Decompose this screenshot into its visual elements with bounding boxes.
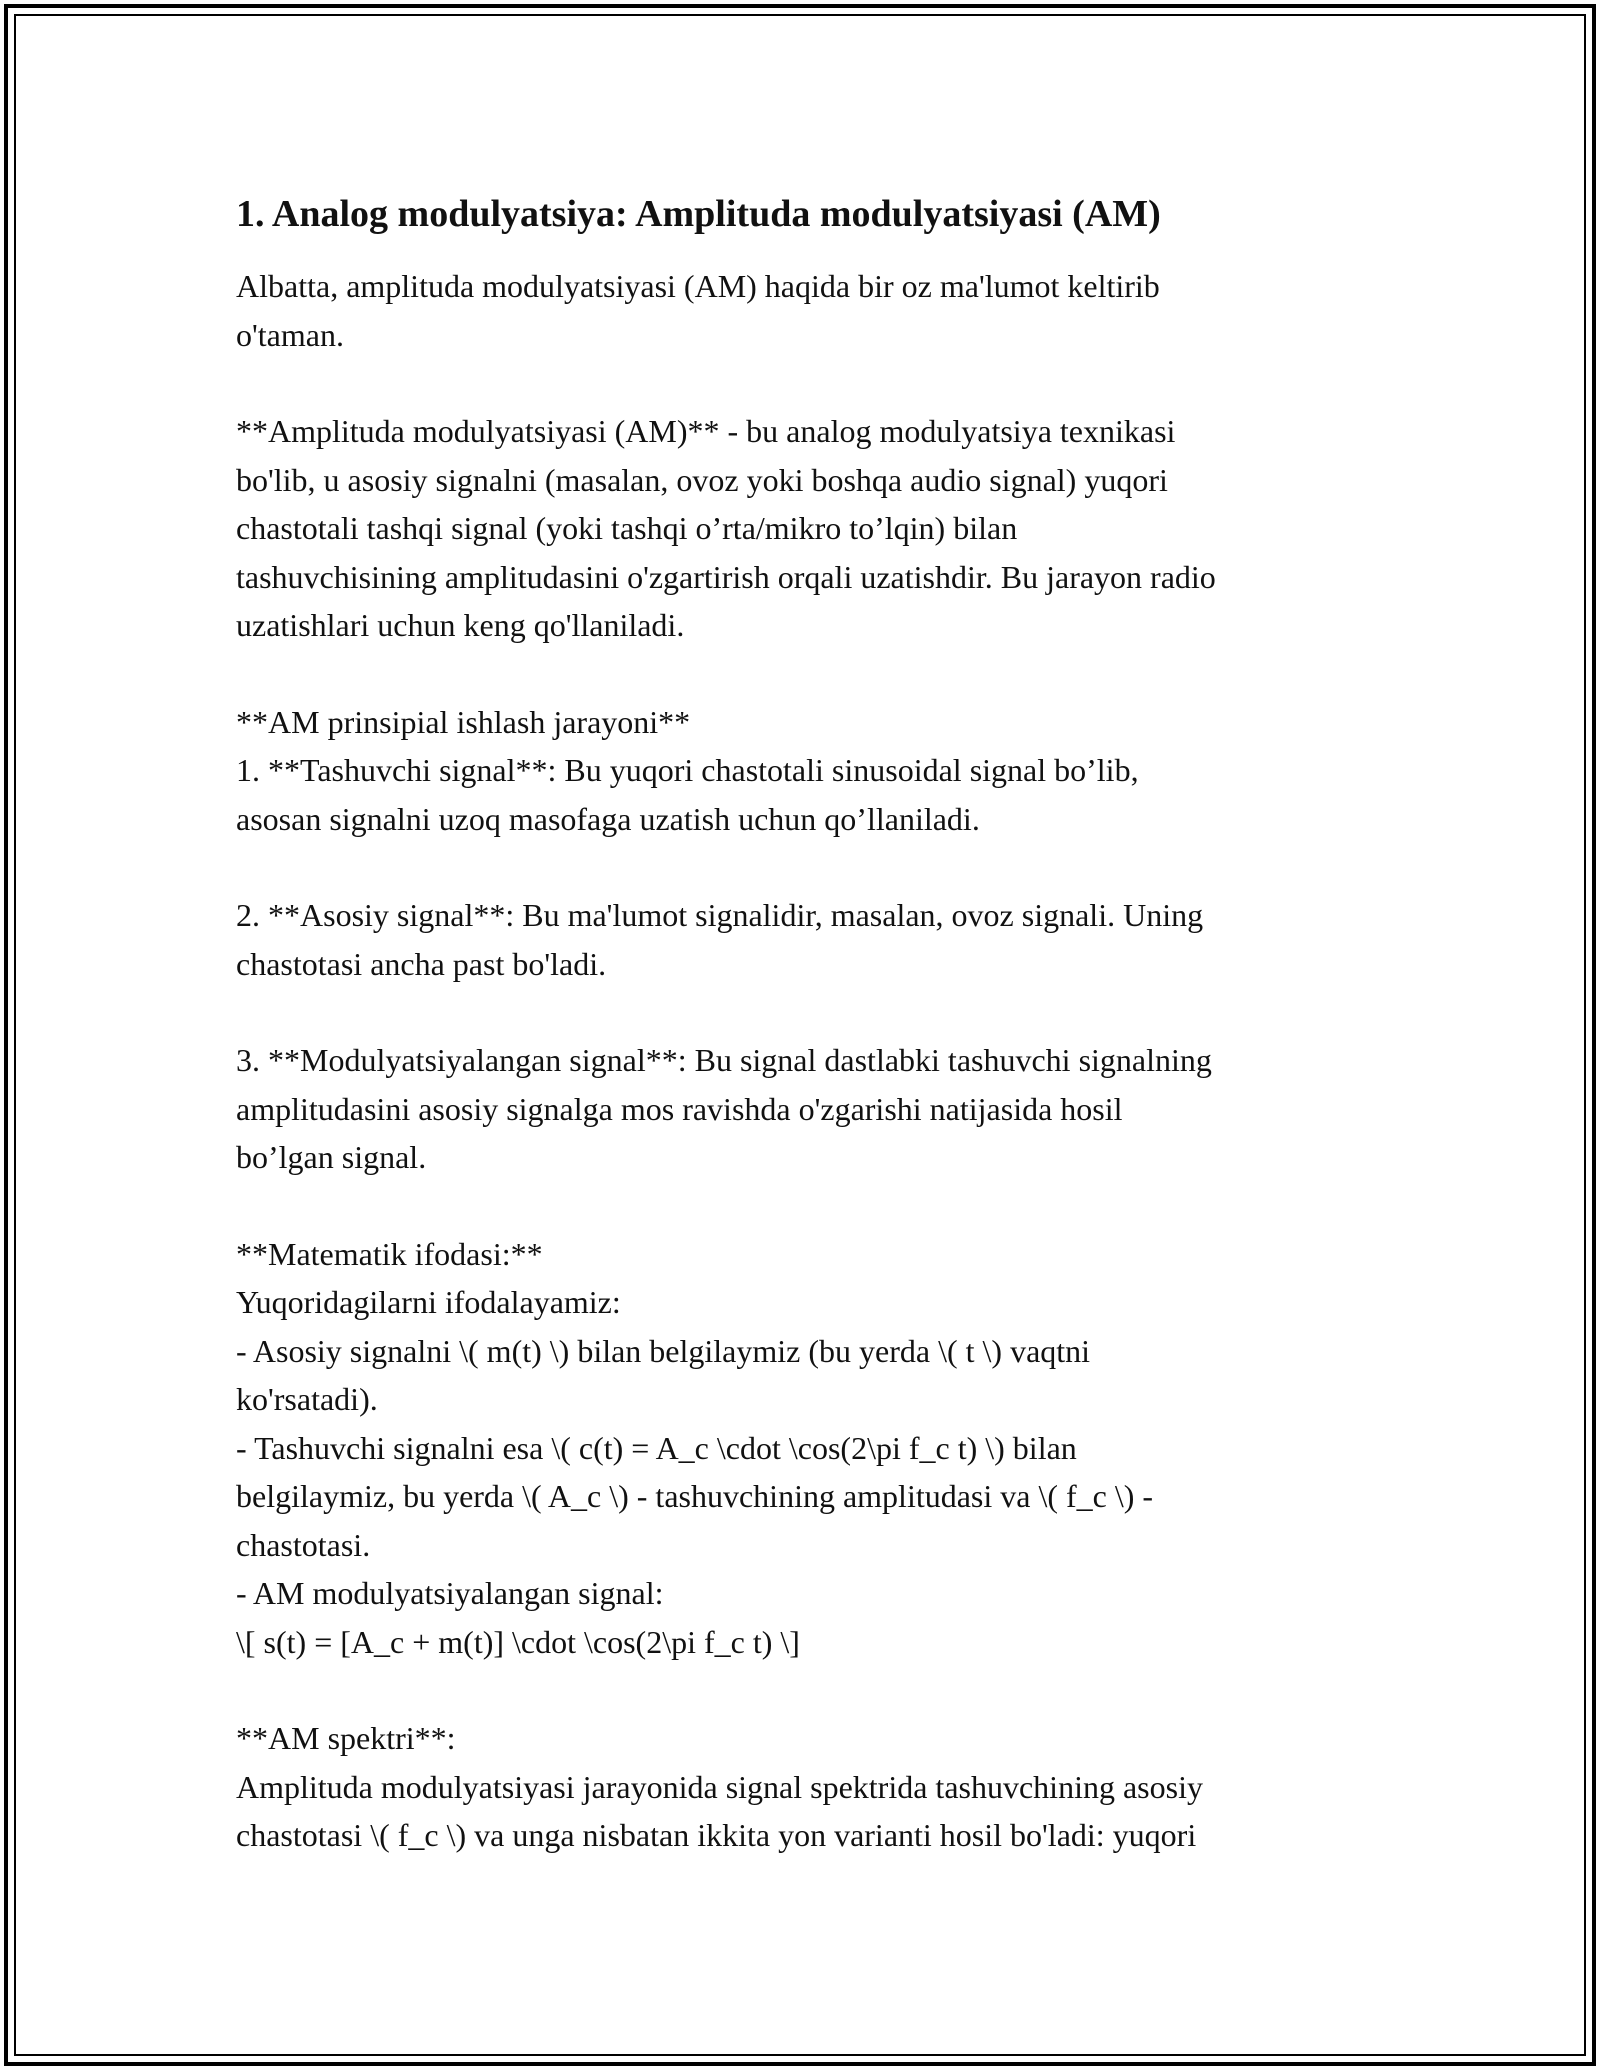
text-line: **Amplituda modulyatsiyasi (AM)** - bu analog modulyatsiya texnikasi — [236, 413, 1176, 449]
text-line: chastotasi. — [236, 1526, 371, 1563]
text-line: **AM spektri**: — [236, 1720, 456, 1756]
text-line: o'taman. — [236, 316, 344, 353]
text-line: chastotali tashqi signal (yoki tashqi o’rta/mikro to’lqin) bilan — [236, 510, 1018, 546]
text-line: 1. **Tashuvchi signal**: Bu yuqori chastotali sinusoidal signal bo’lib, — [236, 752, 1139, 788]
text-line: **Matematik ifodasi:** — [236, 1235, 543, 1272]
document-title: 1. Analog modulyatsiya: Amplituda modulyatsiyasi (AM) — [236, 193, 1161, 235]
paragraph-list — [236, 262, 1366, 1860]
text-line: amplitudasini asosiy signalga mos ravishda o'zgarishi natijasida hosil — [236, 1090, 1123, 1127]
text-line: asosan signalni uzoq masofaga uzatish uchun qo’llaniladi. — [236, 800, 980, 837]
text-line: - Tashuvchi signalni esa \( c(t) = A_c \cdot \cos(2\pi f_c t) \) bilan — [236, 1429, 1077, 1466]
text-line: uzatishlari uchun keng qo'llaniladi. — [236, 607, 685, 643]
text-line: Albatta, amplituda modulyatsiyasi (AM) haqida bir oz ma'lumot keltirib — [236, 268, 1160, 304]
text-line: \[ s(t) = [A_c + m(t)] \cdot \cos(2\pi f_c t) \] — [236, 1623, 800, 1660]
text-line: chastotasi ancha past bo'ladi. — [236, 945, 607, 982]
paragraph — [236, 891, 1366, 988]
paragraph — [236, 1036, 1366, 1182]
text-line: Yuqoridagilarni ifodalayamiz: — [236, 1284, 621, 1320]
text-line: 3. **Modulyatsiyalangan signal**: Bu signal dastlabki tashuvchi signalning — [236, 1042, 1212, 1078]
paragraph — [236, 1230, 1366, 1667]
text-line: bo'lib, u asosiy signalni (masalan, ovoz yoki boshqa audio signal) yuqori — [236, 461, 1168, 498]
text-line: 2. **Asosiy signal**: Bu ma'lumot signalidir, masalan, ovoz signali. Uning — [236, 897, 1204, 933]
text-line: bo’lgan signal. — [236, 1139, 427, 1175]
document-body — [236, 186, 1366, 1908]
text-line: **AM prinsipial ishlash jarayoni** — [236, 703, 691, 740]
text-line: - AM modulyatsiyalangan signal: — [236, 1575, 664, 1611]
text-line: tashuvchisining amplitudasini o'zgartirish orqali uzatishdir. Bu jarayon radio — [236, 558, 1216, 595]
text-line: chastotasi \( f_c \) va unga nisbatan ikkita yon varianti hosil bo'ladi: yuqori — [236, 1817, 1197, 1853]
text-line: belgilaymiz, bu yerda \( A_c \) - tashuvchining amplitudasi va \( f_c \) - — [236, 1478, 1154, 1514]
paragraph — [236, 262, 1366, 359]
paragraph — [236, 407, 1366, 650]
text-line: Amplituda modulyatsiyasi jarayonida signal spektrida tashuvchining asosiy — [236, 1768, 1203, 1805]
text-line: - Asosiy signalni \( m(t) \) bilan belgilaymiz (bu yerda \( t \) vaqtni — [236, 1332, 1091, 1369]
text-line: ko'rsatadi). — [236, 1381, 378, 1417]
paragraph — [236, 1714, 1366, 1860]
paragraph — [236, 698, 1366, 844]
